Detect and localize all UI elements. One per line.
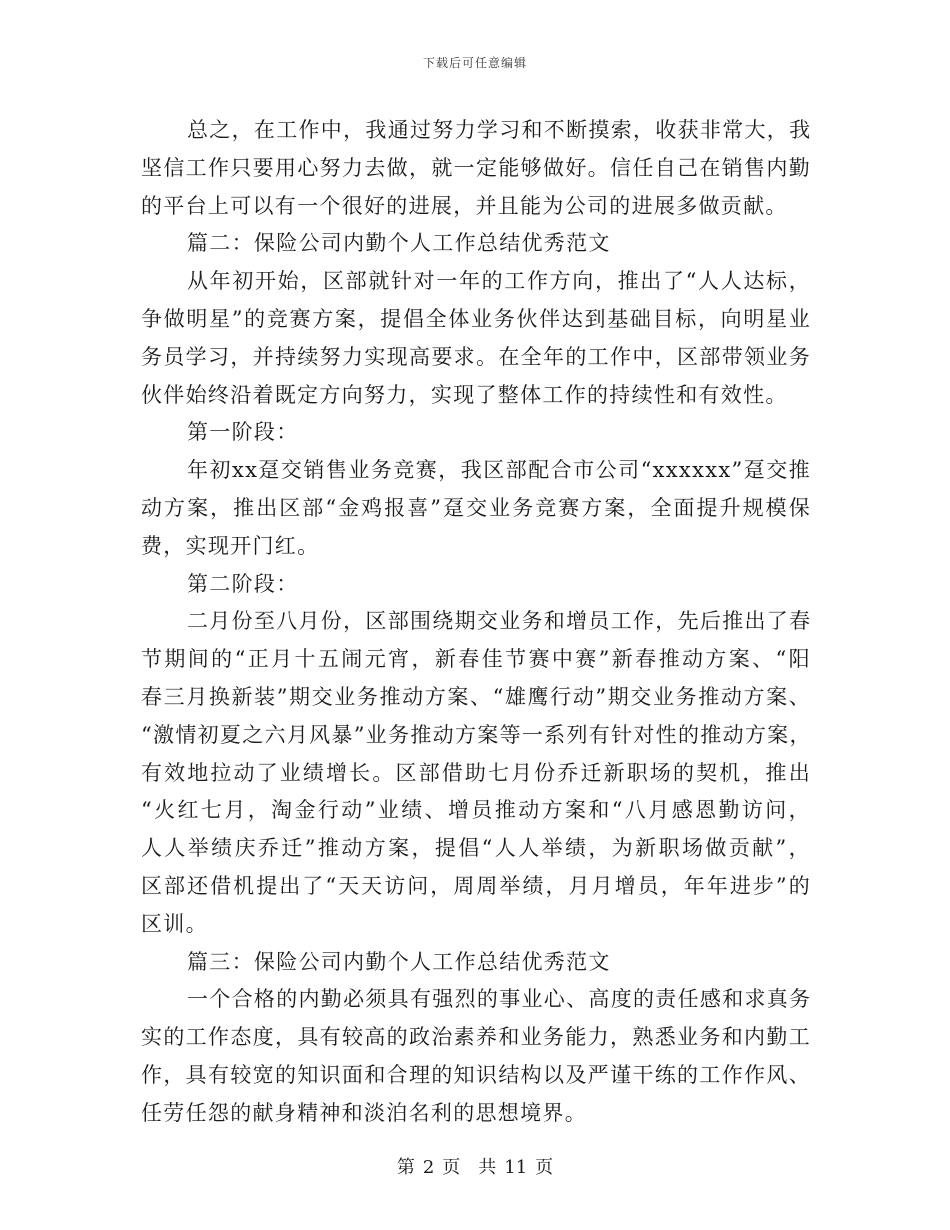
paragraph <box>141 112 811 225</box>
text-line: 区训。 <box>141 911 208 936</box>
text-line: 任劳任怨的献身精神和淡泊名利的思想境界。 <box>141 1100 587 1125</box>
text-line: 区部还借机提出了“天天访问，周周举绩，月月增员，年年进步”的 <box>141 873 811 898</box>
paragraph <box>141 452 811 565</box>
text-line: 动方案，推出区部“金鸡报喜”趸交业务竞赛方案，全面提升规模保 <box>141 495 811 520</box>
text-line: 的平台上可以有一个很好的进展，并且能为公司的进展多做贡献。 <box>141 193 788 218</box>
paragraph <box>141 566 811 604</box>
text-line: 春三月换新装”期交业务推动方案、“雄鹰行动”期交业务推动方案、 <box>141 684 811 709</box>
text-line: 务员学习，并持续努力实现高要求。在全年的工作中，区部带领业务 <box>141 344 811 369</box>
text-line: 二月份至八月份，区部围绕期交业务和增员工作，先后推出了春 <box>187 609 812 634</box>
text-line: 节期间的“正月十五闹元宵，新春佳节赛中赛”新春推动方案、“阳 <box>141 647 811 672</box>
footer-middle: 页 共 <box>442 1157 497 1178</box>
paragraph <box>141 414 811 452</box>
footer-current-page: 2 <box>422 1157 435 1178</box>
page-footer <box>0 1153 950 1179</box>
text-line: 坚信工作只要用心努力去做，就一定能够做好。信任自己在销售内勤 <box>141 155 811 180</box>
paragraph <box>141 225 811 263</box>
text-line: 一个合格的内勤必须具有强烈的事业心、高度的责任感和求真务 <box>187 987 812 1012</box>
text-line: 篇三：保险公司内勤个人工作总结优秀范文 <box>187 949 611 974</box>
text-line: 从年初开始，区部就针对一年的工作方向，推出了“人人达标， <box>187 269 811 294</box>
text-line: 总之，在工作中，我通过努力学习和不断摸索，收获非常大，我 <box>187 118 812 142</box>
paragraph <box>141 944 811 982</box>
text-line: 第一阶段： <box>187 420 299 445</box>
footer-prefix: 第 <box>396 1157 415 1178</box>
page-header: 下载后可任意编辑 <box>422 56 527 70</box>
footer-suffix: 页 <box>535 1157 554 1178</box>
text-line: 实的工作态度，具有较高的政治素养和业务能力，熟悉业务和内勤工 <box>141 1025 811 1050</box>
text-line: 有效地拉动了业绩增长。区部借助七月份乔迁新职场的契机，推出 <box>141 760 811 785</box>
text-line: 费，实现开门红。 <box>141 533 320 558</box>
text-line: 伙伴始终沿着既定方向努力，实现了整体工作的持续性和有效性。 <box>141 382 788 407</box>
text-line: 人人举绩庆乔迁”推动方案，提倡“人人举绩，为新职场做贡献”， <box>141 836 811 861</box>
paragraph <box>141 981 811 1132</box>
text-line: “激情初夏之六月风暴”业务推动方案等一系列有针对性的推动方案， <box>141 722 812 747</box>
text-line: 作，具有较宽的知识面和合理的知识结构以及严谨干练的工作作风、 <box>141 1062 811 1087</box>
text-line: 年初xx趸交销售业务竞赛，我区部配合市公司“xxxxxx”趸交推 <box>187 458 811 483</box>
text-line: 争做明星”的竞赛方案，提倡全体业务伙伴达到基础目标，向明星业 <box>141 306 811 331</box>
text-line: 篇二：保险公司内勤个人工作总结优秀范文 <box>187 231 611 256</box>
paragraph <box>141 603 811 943</box>
text-line: 第二阶段： <box>187 571 299 596</box>
footer-total-pages: 11 <box>504 1157 528 1178</box>
text-line: “火红七月，淘金行动”业绩、增员推动方案和“八月感恩勤访问， <box>141 798 811 823</box>
paragraph <box>141 263 811 414</box>
document-body <box>141 112 811 1133</box>
